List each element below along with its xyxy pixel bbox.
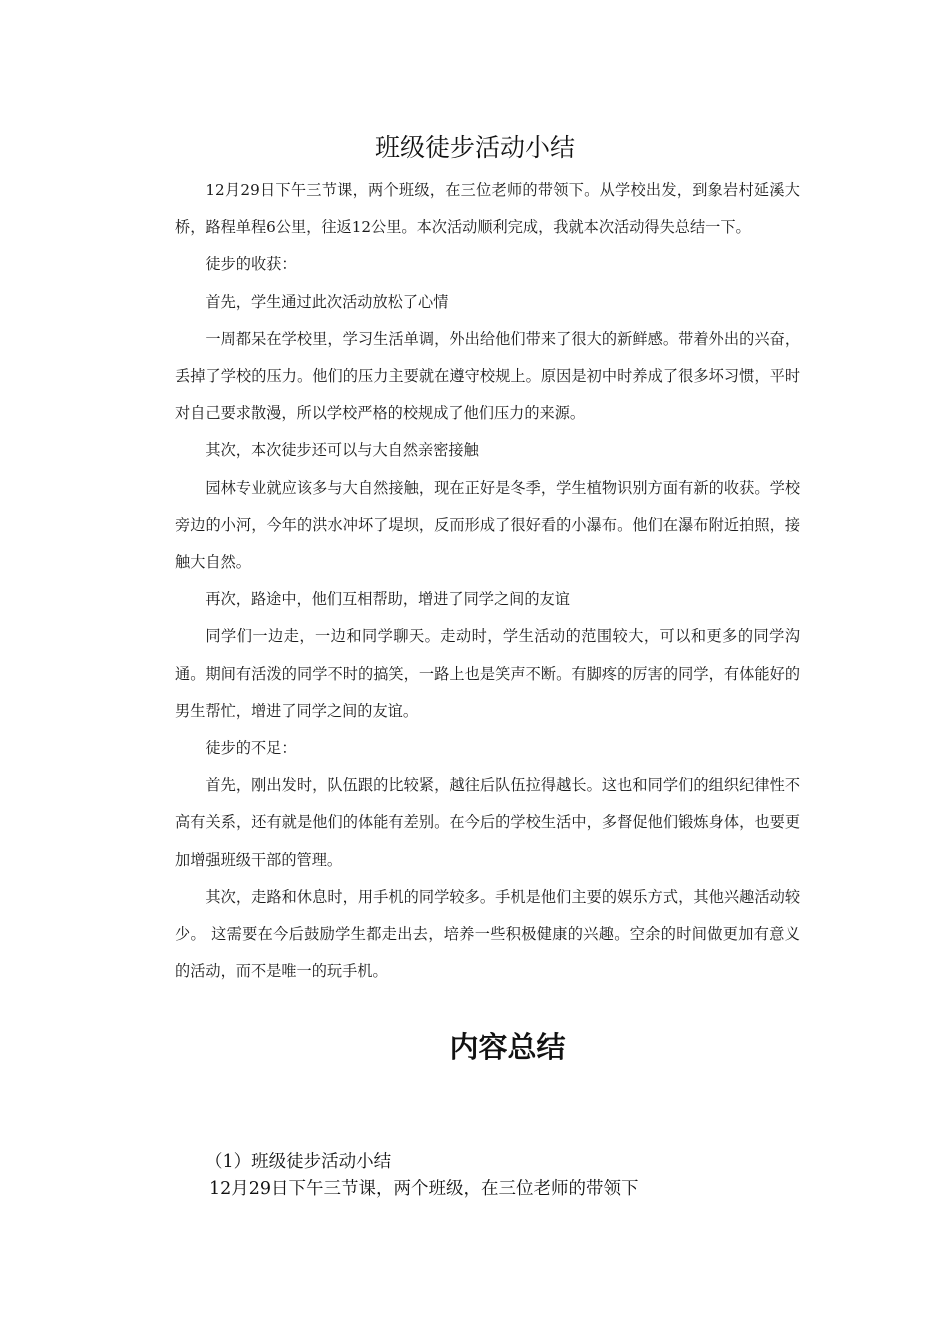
document-body [175, 172, 800, 990]
paragraph-gain-2-body: 园林专业就应该多与大自然接触，现在正好是冬季，学生植物识别方面有新的收获。学校旁边的小河，今年的洪水冲坏了堤坝，反而形成了很好看的小瀑布。他们在瀑布附近拍照，接触大自然。 [175, 478, 800, 572]
paragraph-shortcoming-1: 首先，刚出发时，队伍跟的比较紧，越往后队伍拉得越长。这也和同学们的组织纪律性不高有关系，还有就是他们的体能有差别。在今后的学校生活中，多督促他们锻炼身体，也要更加增强班级干部的管理。 [175, 776, 800, 869]
paragraph-gain-3-body: 同学们一边走，一边和同学聊天。走动时，学生活动的范围较大，可以和更多的同学沟通。期间有活泼的同学不时的搞笑，一路上也是笑声不断。有脚疼的厉害的同学，有体能好的男生帮忙，增进了同学之间的友谊。 [175, 627, 800, 720]
document-title: 班级徒步活动小结 [374, 133, 575, 162]
paragraph-intro: 12月29日下午三节课，两个班级，在三位老师的带领下。从学校出发，到象岩村延溪大桥，路程单程6公里，往返12公里。本次活动顺利完成，我就本次活动得失总结一下。 [175, 181, 800, 237]
paragraph-gain-1-heading: 首先，学生通过此次活动放松了心情 [205, 292, 449, 311]
paragraph-shortcomings-heading: 徒步的不足： [205, 739, 297, 758]
paragraph-gains-heading: 徒步的收获： [205, 255, 297, 274]
paragraph-gain-1-body: 一周都呆在学校里，学习生活单调，外出给他们带来了很大的新鲜感。带着外出的兴奋，丢掉了学校的压力。他们的压力主要就在遵守校规上。原因是初中时养成了很多坏习惯，平时对自己要求散漫，所以学校严格的校规成了他们压力的来源。 [175, 329, 800, 423]
summary-item-text: 12月29日下午三节课，两个班级，在三位老师的带领下 [209, 1179, 639, 1199]
summary-heading: 内容总结 [449, 1030, 566, 1064]
paragraph-shortcoming-2: 其次，走路和休息时，用手机的同学较多。手机是他们主要的娱乐方式，其他兴趣活动较少。 这需要在今后鼓励学生都走出去，培养一些积极健康的兴趣。空余的时间做更加有意义的活动，而不是唯一的玩手机。 [175, 887, 800, 981]
summary-item-title: （1）班级徒步活动小结 [205, 1152, 392, 1172]
paragraph-gain-2-heading: 其次，本次徒步还可以与大自然亲密接触 [205, 441, 479, 460]
paragraph-gain-3-heading: 再次，路途中，他们互相帮助，增进了同学之间的友谊 [205, 590, 570, 609]
